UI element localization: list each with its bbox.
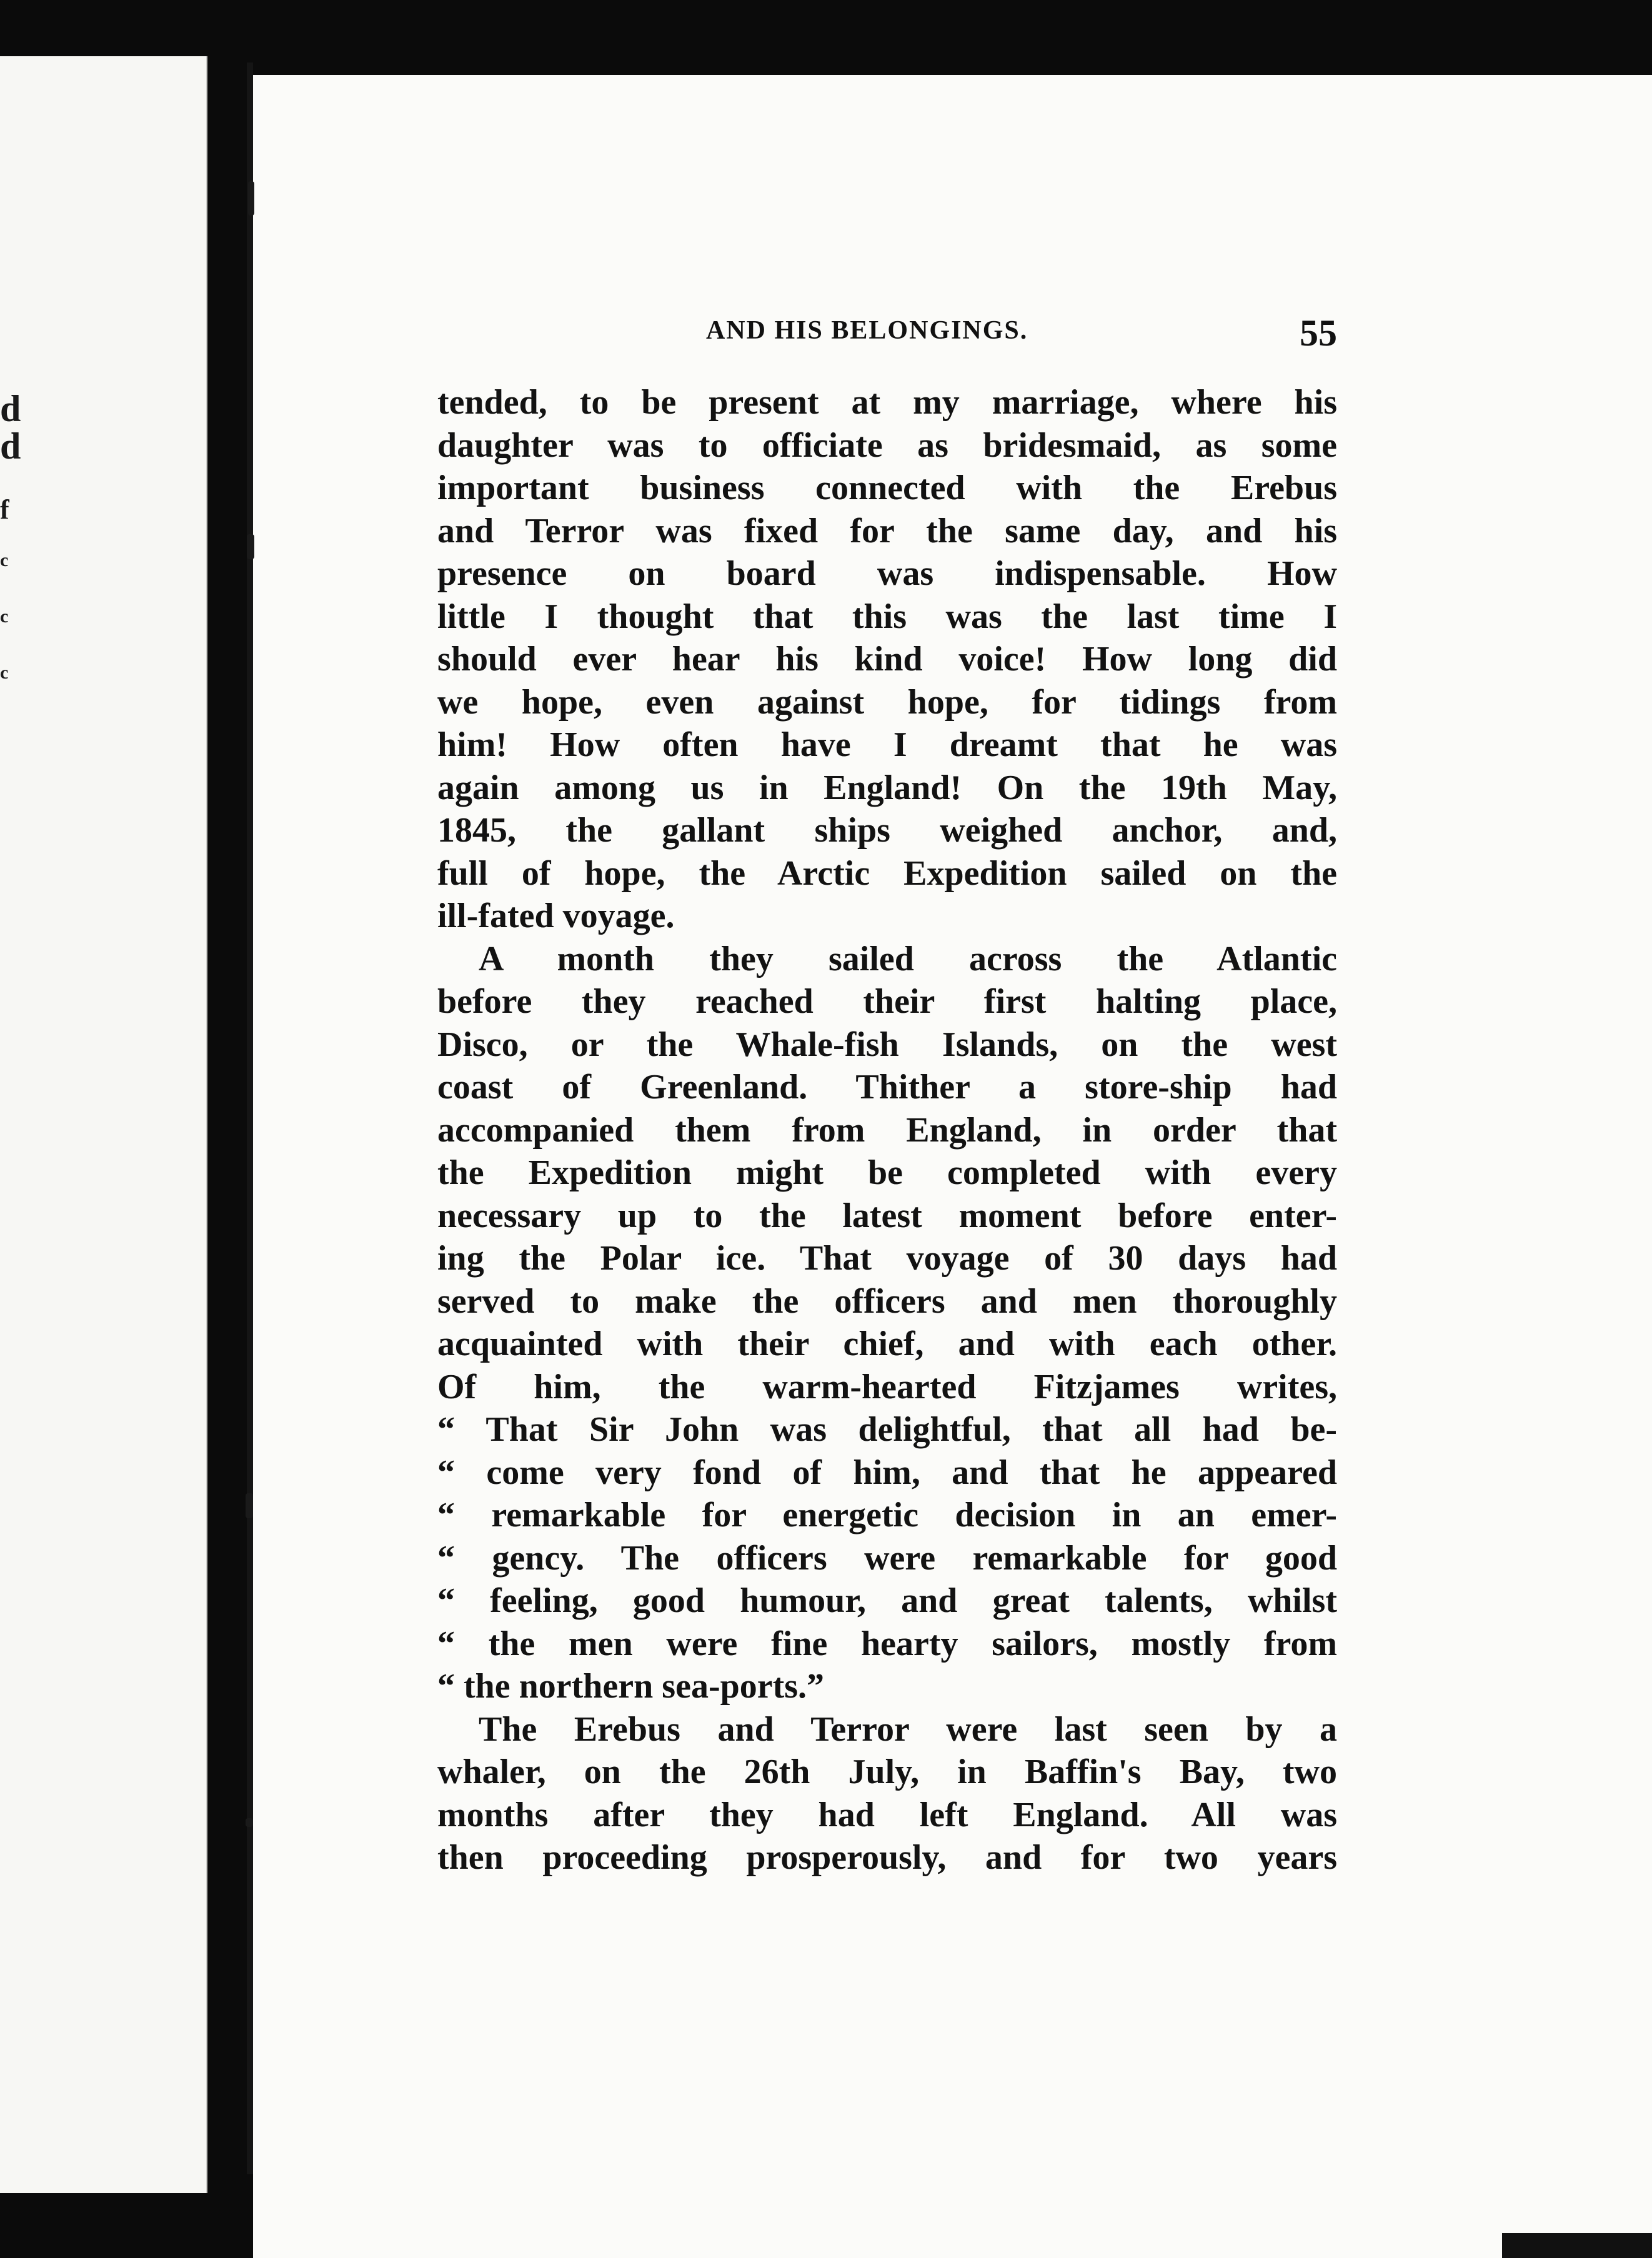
left-page-fragment: c [0,606,9,627]
scan-border [1502,2233,1652,2258]
text-line: “ That Sir John was delightful, that all had be- [437,1410,1337,1449]
left-page-edge [0,56,207,2193]
page-header [706,312,1337,366]
text-line: coast of Greenland. Thither a store-ship had [437,1068,1337,1107]
left-page-fragment: f [0,494,9,525]
text-line: “ come very fond of him, and that he appeared [437,1453,1337,1492]
page-body-text [437,381,1337,1879]
text-line: and Terror was fixed for the same day, and his [437,511,1337,550]
margin-mark [246,1493,253,1518]
text-line: 1845, the gallant ships weighed anchor, and, [437,811,1337,850]
text-line: Disco, or the Whale-fish Islands, on the west [437,1025,1337,1064]
running-head: AND HIS BELONGINGS. [706,316,1028,345]
text-line: “ the men were fine hearty sailors, mostly from [437,1624,1337,1663]
left-page-fragment: d [0,425,21,467]
text-line: ing the Polar ice. That voyage of 30 days had [437,1239,1337,1278]
text-line: The Erebus and Terror were last seen by a [479,1709,1337,1749]
text-line: presence on board was indispensable. How [437,554,1337,593]
text-line: months after they had left England. All was [437,1795,1337,1834]
text-line: little I thought that this was the last time I [437,597,1337,636]
text-line: “ gency. The officers were remarkable for good [437,1538,1337,1578]
text-line: Of him, the warm-hearted Fitzjames writes, [437,1367,1337,1406]
text-line: important business connected with the Erebus [437,469,1337,507]
text-line: “ feeling, good humour, and great talents, whilst [437,1581,1337,1620]
left-page-fragment: d [0,388,21,429]
text-line: A month they sailed across the Atlantic [479,939,1337,978]
margin-mark [248,181,254,216]
text-line: again among us in England! On the 19th May, [437,768,1337,807]
text-line: tended, to be present at my marriage, where his [437,383,1337,422]
text-line: served to make the officers and men thoroughly [437,1281,1337,1321]
margin-mark [247,534,254,559]
text-line: should ever hear his kind voice! How long did [437,640,1337,679]
text-line: acquainted with their chief, and with each other. [437,1325,1337,1363]
text-line: then proceeding prosperously, and for two years [437,1838,1337,1877]
left-page-fragment: c [0,662,9,683]
text-line: daughter was to officiate as bridesmaid, as some [437,425,1337,465]
left-page-fragment: c [0,550,9,570]
book-gutter [247,62,253,2174]
text-line: we hope, even against hope, for tidings from [437,682,1337,722]
text-line: “ remarkable for energetic decision in an emer- [437,1496,1337,1534]
text-line: before they reached their first halting place, [437,982,1337,1021]
margin-mark [246,1818,253,1827]
text-line: necessary up to the latest moment before enter- [437,1196,1337,1235]
text-line: accompanied them from England, in order that [437,1110,1337,1150]
text-line: him! How often have I dreamt that he was [437,725,1337,764]
text-line: whaler, on the 26th July, in Baffin's Bay, two [437,1753,1337,1791]
text-line: the Expedition might be completed with every [437,1153,1337,1192]
text-line: ill-fated voyage. [437,897,675,935]
page-number: 55 [1300,312,1337,354]
text-line: full of hope, the Arctic Expedition sailed on the [437,853,1337,893]
text-line: “ the northern sea-ports.” [437,1667,825,1706]
